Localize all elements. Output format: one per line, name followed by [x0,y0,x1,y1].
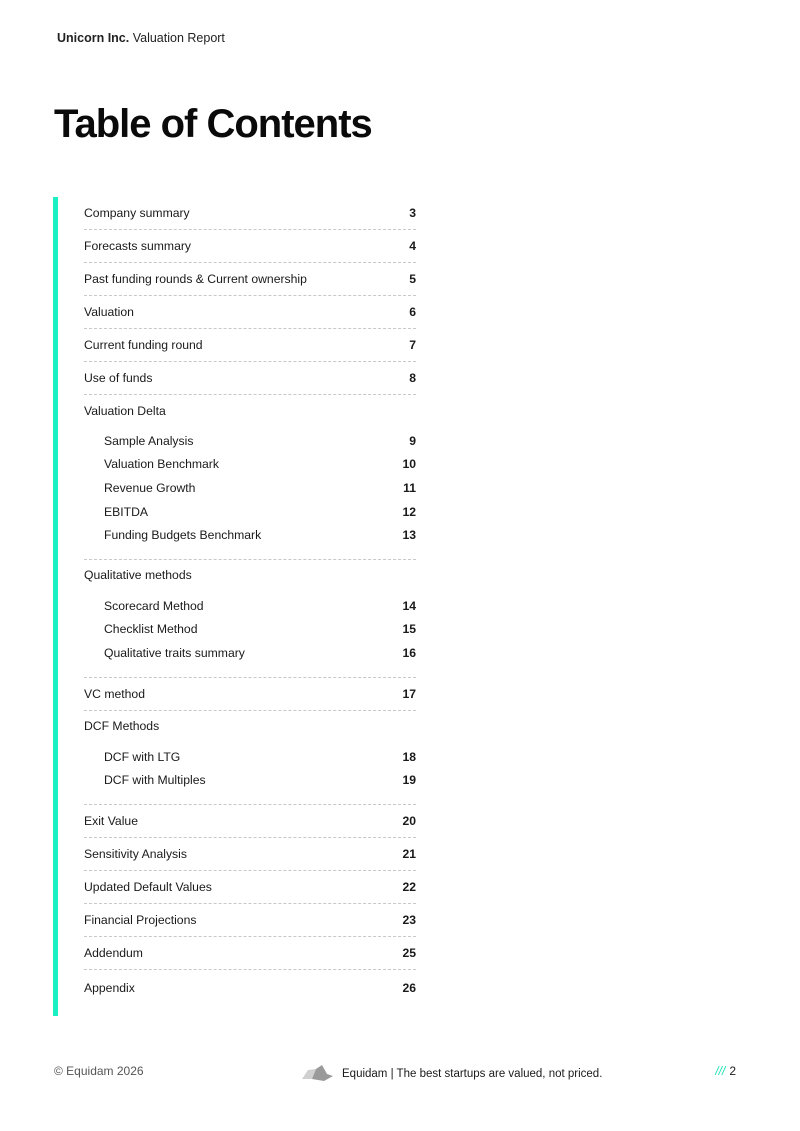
toc-item-label: Sensitivity Analysis [84,846,187,861]
footer-brand [300,1062,602,1085]
toc-item-use-of-funds[interactable] [84,362,416,395]
toc-item-addendum[interactable] [84,937,416,970]
table-of-contents [84,197,416,1006]
toc-subitem-checklist-method[interactable] [84,618,416,642]
equidam-logo-icon [300,1062,334,1085]
toc-item-page: 10 [402,457,416,472]
toc-item-page: 21 [402,846,416,861]
toc-item-page: 9 [409,433,416,448]
toc-item-financial-projections[interactable] [84,904,416,937]
toc-item-label: Scorecard Method [104,598,204,613]
toc-item-label: Qualitative traits summary [104,645,245,660]
toc-item-label: Appendix [84,980,135,995]
toc-item-label: DCF with LTG [104,749,181,764]
toc-item-label: Company summary [84,206,190,220]
toc-item-page: 15 [402,622,416,637]
toc-item-label: DCF with Multiples [104,773,206,788]
page-footer [54,1062,736,1082]
toc-subitem-sample-analysis[interactable] [84,429,416,453]
toc-subitem-dcf-with-ltg[interactable] [84,745,416,769]
toc-item-page: 6 [409,305,416,319]
toc-item-label: Past funding rounds & Current ownership [84,272,307,286]
toc-item-page: 7 [409,338,416,352]
toc-item-page: 18 [402,749,416,764]
accent-bar [53,197,58,1016]
toc-item-label: Use of funds [84,371,153,385]
toc-item-label: EBITDA [104,504,149,519]
toc-item-label: Checklist Method [104,622,198,637]
report-name: Valuation Report [132,31,225,45]
toc-item-page: 14 [402,598,416,613]
toc-subitem-ebitda[interactable] [84,500,416,524]
toc-item-page: 12 [402,504,416,519]
toc-item-label: Revenue Growth [104,480,196,495]
toc-section-label: Valuation Delta [84,403,166,418]
toc-item-page: 4 [409,239,416,253]
toc-subsection-group [84,742,416,805]
toc-item-page: 23 [402,912,416,927]
toc-item-label: Sample Analysis [104,433,194,448]
toc-item-page: 17 [402,686,416,701]
toc-item-valuation[interactable] [84,296,416,329]
toc-subitem-revenue-growth[interactable] [84,476,416,500]
toc-item-page: 22 [402,879,416,894]
toc-subitem-funding-budgets-benchmark[interactable] [84,523,416,547]
toc-section-qualitative-methods[interactable] [84,560,416,591]
toc-item-label: Valuation Benchmark [104,457,219,472]
company-name: Unicorn Inc. [57,31,130,45]
toc-item-page: 13 [402,528,416,543]
toc-item-past-funding-rounds[interactable] [84,263,416,296]
slashes-icon: /// [715,1064,726,1078]
toc-item-label: Forecasts summary [84,239,191,253]
toc-subitem-valuation-benchmark[interactable] [84,453,416,477]
toc-item-page: 8 [409,371,416,385]
toc-item-forecasts-summary[interactable] [84,230,416,263]
footer-tagline: Equidam | The best startups are valued, not priced. [342,1067,603,1080]
page-title: Table of Contents [54,102,372,146]
toc-subitem-dcf-with-multiples[interactable] [84,768,416,792]
toc-item-page: 16 [402,645,416,660]
toc-item-label: VC method [84,686,145,701]
toc-item-page: 25 [402,945,416,960]
toc-item-page: 20 [402,813,416,828]
toc-item-vc-method[interactable] [84,678,416,711]
toc-item-company-summary[interactable] [84,197,416,230]
toc-item-page: 11 [403,480,416,495]
toc-subitem-qualitative-traits-summary[interactable] [84,641,416,665]
toc-item-current-funding-round[interactable] [84,329,416,362]
toc-section-label: DCF Methods [84,719,160,734]
toc-item-updated-default-values[interactable] [84,871,416,904]
toc-section-dcf-methods[interactable] [84,711,416,742]
toc-item-label: Valuation [84,305,134,319]
page-number [715,1064,736,1078]
toc-item-label: Current funding round [84,338,203,352]
toc-item-label: Addendum [84,945,143,960]
toc-item-label: Updated Default Values [84,879,212,894]
toc-item-label: Exit Value [84,813,138,828]
report-header [57,31,225,45]
toc-item-appendix[interactable] [84,970,416,1006]
toc-subsection-group [84,426,416,560]
toc-item-page: 19 [402,773,416,788]
toc-item-sensitivity-analysis[interactable] [84,838,416,871]
copyright-text: © Equidam 2026 [54,1064,144,1078]
toc-item-page: 5 [409,272,416,286]
toc-item-label: Funding Budgets Benchmark [104,528,262,543]
toc-section-valuation-delta[interactable] [84,395,416,426]
toc-item-exit-value[interactable] [84,805,416,838]
page-number-value: 2 [729,1064,736,1078]
toc-item-page: 26 [402,980,416,995]
toc-item-page: 3 [409,206,416,220]
toc-subitem-scorecard-method[interactable] [84,594,416,618]
toc-section-label: Qualitative methods [84,568,192,583]
toc-item-label: Financial Projections [84,912,197,927]
toc-subsection-group [84,591,416,678]
